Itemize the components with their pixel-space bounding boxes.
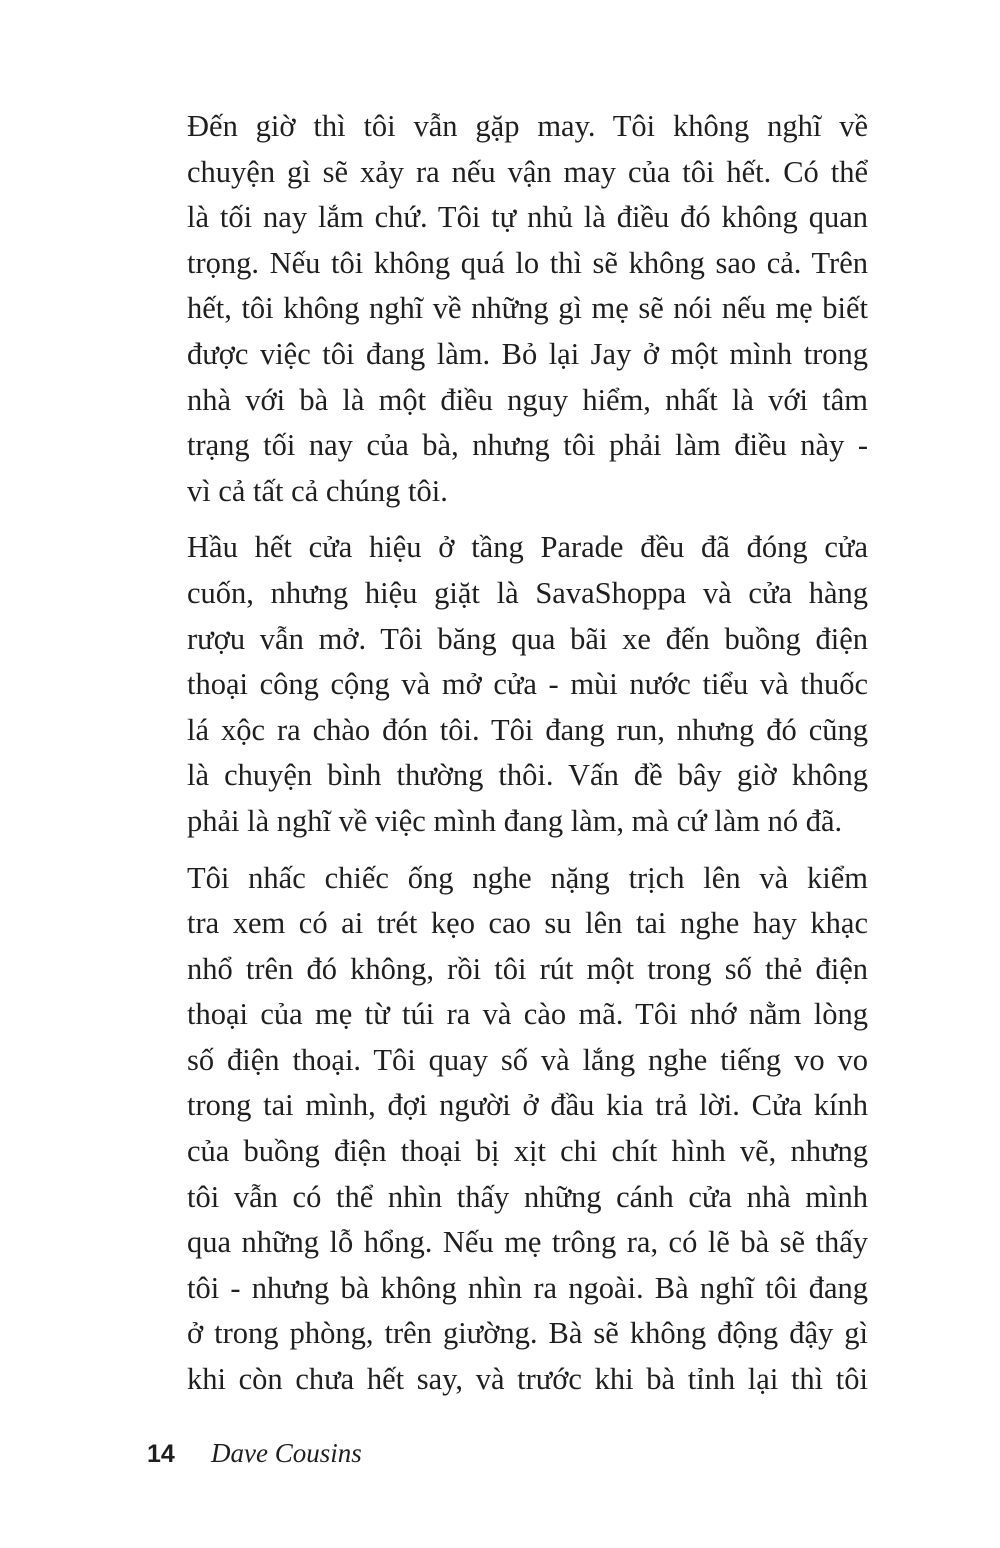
text-line: Tôi nhấc chiếc ống nghe nặng trịch lên và kiểm bbox=[187, 860, 868, 895]
text-line: được việc tôi đang làm. Bỏ lại Jay ở một mình trong bbox=[187, 336, 868, 371]
paragraph-3 bbox=[147, 856, 868, 1403]
text-line: Hầu hết cửa hiệu ở tầng Parade đều đã đóng cửa bbox=[187, 530, 868, 565]
text-line: lá xộc ra chào đón tôi. Tôi đang run, nhưng đó cũng bbox=[187, 712, 868, 747]
text-line: là chuyện bình thường thôi. Vấn đề bây giờ không bbox=[187, 758, 868, 793]
page-number: 14 bbox=[147, 1440, 175, 1468]
text-line: tôi - nhưng bà không nhìn ra ngoài. Bà nghĩ tôi đang bbox=[187, 1270, 868, 1305]
text-line: qua những lỗ hổng. Nếu mẹ trông ra, có lẽ bà sẽ thấy bbox=[187, 1225, 868, 1260]
paragraph-2 bbox=[147, 525, 868, 844]
text-line: trọng. Nếu tôi không quá lo thì sẽ không sao cả. Trên bbox=[187, 245, 868, 280]
text-line: Đến giờ thì tôi vẫn gặp may. Tôi không nghĩ về bbox=[187, 109, 868, 143]
text-line: tôi vẫn có thể nhìn thấy những cánh cửa nhà mình bbox=[187, 1179, 868, 1214]
text-line: thoại công cộng và mở cửa - mùi nước tiểu và thuốc bbox=[187, 667, 868, 702]
text-line: khi còn chưa hết say, và trước khi bà tỉnh lại thì tôi bbox=[187, 1362, 868, 1397]
text-line: số điện thoại. Tôi quay số và lắng nghe tiếng vo vo bbox=[187, 1042, 868, 1077]
body-text bbox=[147, 104, 868, 1414]
text-line: nhổ trên đó không, rồi tôi rút một trong số thẻ điện bbox=[187, 951, 868, 986]
text-line: thoại của mẹ từ túi ra và cào mã. Tôi nhớ nằm lòng bbox=[187, 997, 868, 1032]
text-line: cuốn, nhưng hiệu giặt là SavaShoppa và cửa hàng bbox=[187, 575, 868, 610]
paragraph-1 bbox=[147, 104, 868, 514]
text-line: vì cả tất cả chúng tôi. bbox=[187, 473, 448, 508]
text-line: rượu vẫn mở. Tôi băng qua bãi xe đến buồng điện bbox=[187, 621, 868, 656]
running-footer-author: Dave Cousins bbox=[211, 1438, 362, 1468]
text-line: tra xem có ai trét kẹo cao su lên tai nghe hay khạc bbox=[187, 906, 868, 941]
text-line: là tối nay lắm chứ. Tôi tự nhủ là điều đó không quan bbox=[187, 200, 868, 235]
text-line: chuyện gì sẽ xảy ra nếu vận may của tôi hết. Có thể bbox=[187, 154, 868, 189]
text-line: nhà với bà là một điều nguy hiểm, nhất là với tâm bbox=[187, 382, 868, 417]
page-footer bbox=[147, 1438, 362, 1469]
text-line: của buồng điện thoại bị xịt chi chít hình vẽ, nhưng bbox=[187, 1134, 868, 1169]
text-line: trong tai mình, đợi người ở đầu kia trả lời. Cửa kính bbox=[187, 1088, 868, 1123]
text-line: trạng tối nay của bà, nhưng tôi phải làm điều này - bbox=[187, 428, 868, 463]
text-line: ở trong phòng, trên giường. Bà sẽ không động đậy gì bbox=[187, 1316, 868, 1351]
text-line: hết, tôi không nghĩ về những gì mẹ sẽ nói nếu mẹ biết bbox=[187, 291, 868, 326]
text-line: phải là nghĩ về việc mình đang làm, mà cứ làm nó đã. bbox=[187, 803, 843, 838]
